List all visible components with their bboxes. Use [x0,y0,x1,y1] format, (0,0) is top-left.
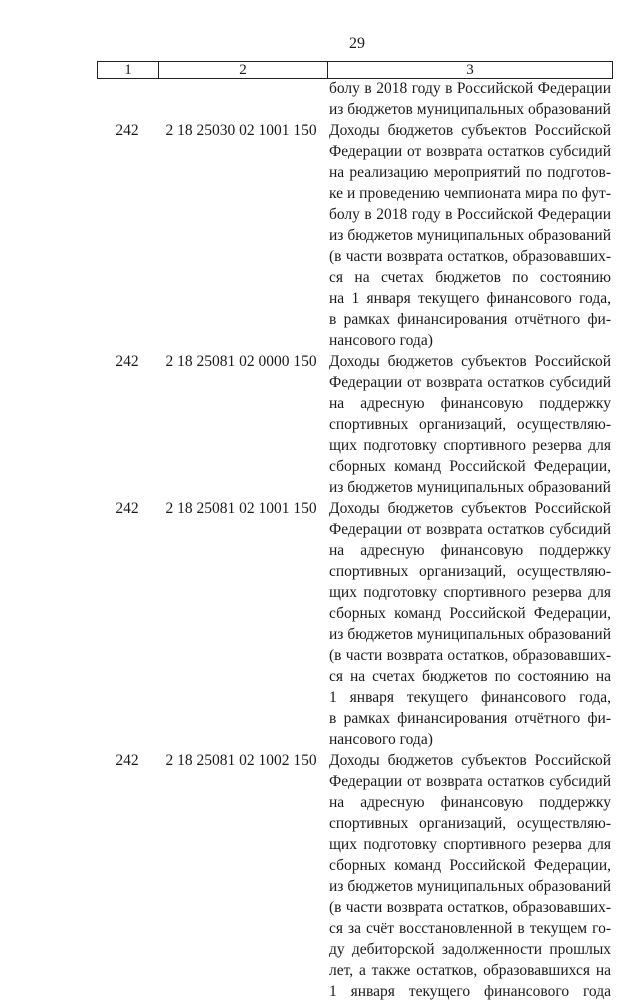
description-line: ся на счетах бюджетов по состоянию [329,269,611,286]
description-line: (в части возврата остатков, образовавших- [329,248,611,265]
description-line: нансового года) [329,731,433,748]
description-line: ся за счёт восстановленной в текущем го- [329,920,611,937]
description-line: 1 января текущего финансового года [329,983,611,1000]
income-code-cell: 2 18 25081 02 1001 150 [165,500,317,517]
description-line: Федерации от возврата остатков субсидий [329,374,611,391]
description-line: нансового года) [329,332,433,349]
description-line: щих подготовку спортивного резерва для [329,437,611,454]
description-line: сборных команд Российской Федерации, [329,605,611,622]
description-line: на адресную финансовую поддержку [329,794,611,811]
table-header [97,61,613,79]
description-cell [329,750,611,1002]
income-code-cell: 2 18 25081 02 0000 150 [165,353,317,370]
income-code-cell: 2 18 25081 02 1002 150 [165,752,317,769]
description-line: на адресную финансовую поддержку [329,542,611,559]
table-row [97,120,613,351]
table-row [97,750,613,1002]
description-line: Федерации от возврата остатков субсидий [329,773,611,790]
admin-code-cell: 242 [115,122,139,139]
description-line: (в части возврата остатков, образовавших- [329,647,611,664]
description-line: сборных команд Российской Федерации, [329,857,611,874]
description-line: в рамках финансирования отчётного фи- [329,710,611,727]
description-cell [329,498,611,750]
description-line: из бюджетов муниципальных образований [329,101,611,118]
description-line: из бюджетов муниципальных образований [329,227,611,244]
description-line: спортивных организаций, осуществляю- [329,815,611,832]
table-row [97,351,613,498]
description-line: Федерации от возврата остатков субсидий [329,521,611,538]
header-col-2: 2 [159,62,328,78]
admin-code-cell: 242 [115,353,139,370]
description-line: 1 января текущего финансового года, [329,689,611,706]
description-line: лет, а также остатков, образовавшихся на [329,962,611,979]
description-line: ке и проведению чемпионата мира по фут- [329,185,611,202]
description-line: щих подготовку спортивного резерва для [329,836,611,853]
description-line: из бюджетов муниципальных образований [329,878,611,895]
description-line: (в части возврата остатков, образовавших- [329,899,611,916]
description-line: Доходы бюджетов субъектов Российской [329,752,611,769]
description-line: спортивных организаций, осуществляю- [329,563,611,580]
description-line: из бюджетов муниципальных образований [329,479,611,496]
table-row [97,498,613,750]
description-line: в рамках финансирования отчётного фи- [329,311,611,328]
description-line: щих подготовку спортивного резерва для [329,584,611,601]
description-line: болу в 2018 году в Российской Федерации [329,80,611,97]
description-line: ся на счетах бюджетов по состоянию на [329,668,611,685]
description-line: из бюджетов муниципальных образований [329,626,611,643]
description-line: на реализацию мероприятий по подготов- [329,164,611,181]
description-line: на адресную финансовую поддержку [329,395,611,412]
description-cell [329,351,611,498]
description-line: Федерации от возврата остатков субсидий [329,143,611,160]
description-line: Доходы бюджетов субъектов Российской [329,500,611,517]
table-body [97,78,613,1002]
description-line: сборных команд Российской Федерации, [329,458,611,475]
description-line: Доходы бюджетов субъектов Российской [329,353,611,370]
description-line: болу в 2018 году в Российской Федерации [329,206,611,223]
table-row-continuation [97,78,613,120]
header-col-3: 3 [466,62,474,78]
admin-code-cell: 242 [115,500,139,517]
income-code-cell: 2 18 25030 02 1001 150 [165,122,317,139]
description-cell [329,78,611,120]
description-line: Доходы бюджетов субъектов Российской [329,122,611,139]
description-line: спортивных организаций, осуществляю- [329,416,611,433]
page-number: 29 [349,35,365,52]
header-col-1: 1 [98,62,159,78]
description-line: ду дебиторской задолженности прошлых [329,941,611,958]
description-line: на 1 января текущего финансового года, [329,290,611,307]
admin-code-cell: 242 [115,752,139,769]
description-cell [329,120,611,351]
